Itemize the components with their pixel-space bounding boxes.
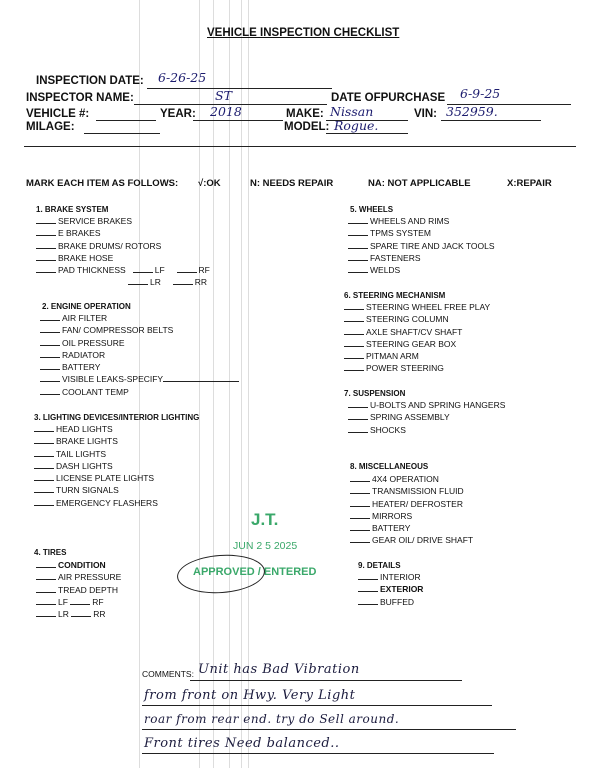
list-item: WELDS bbox=[348, 264, 495, 276]
wheels-section-title: 5. WHEELS bbox=[350, 205, 394, 214]
list-item: CONDITION bbox=[36, 559, 121, 571]
vin-line bbox=[441, 120, 541, 121]
legend-ok: √:OK bbox=[198, 178, 221, 189]
brake-section-title: 1. BRAKE SYSTEM bbox=[36, 205, 109, 214]
model-label: MODEL: bbox=[284, 121, 330, 133]
inspector-name-label: INSPECTOR NAME: bbox=[26, 92, 134, 104]
list-item: INTERIOR bbox=[358, 571, 423, 583]
approval-circle bbox=[176, 552, 266, 596]
make-value: Nissan bbox=[330, 104, 374, 119]
list-item: BRAKE DRUMS/ ROTORS bbox=[36, 240, 210, 252]
tires-list bbox=[36, 559, 121, 620]
year-line bbox=[193, 120, 283, 121]
list-item: DASH LIGHTS bbox=[34, 460, 158, 472]
lighting-list bbox=[34, 423, 158, 509]
date-of-purchase-value: 6-9-25 bbox=[460, 86, 501, 101]
vin-value: 352959. bbox=[446, 104, 498, 119]
inspection-date-label: INSPECTION DATE: bbox=[36, 75, 144, 87]
list-item: U-BOLTS AND SPRING HANGERS bbox=[348, 399, 505, 411]
list-item: RADIATOR bbox=[40, 349, 241, 361]
misc-list bbox=[350, 473, 473, 547]
list-item: BRAKE LIGHTS bbox=[34, 435, 158, 447]
list-item: TRANSMISSION FLUID bbox=[350, 485, 473, 497]
list-item: EMERGENCY FLASHERS bbox=[34, 497, 158, 509]
list-item: LICENSE PLATE LIGHTS bbox=[34, 472, 158, 484]
inspector-name-value: ST bbox=[215, 88, 232, 103]
suspension-list bbox=[348, 399, 505, 436]
list-item: TURN SIGNALS bbox=[34, 484, 158, 496]
list-item: TREAD DEPTH bbox=[36, 584, 121, 596]
wheels-list bbox=[348, 215, 495, 276]
misc-section-title: 8. MISCELLANEOUS bbox=[350, 462, 429, 471]
engine-section-title: 2. ENGINE OPERATION bbox=[42, 302, 131, 311]
comment-text: roar from rear end. try do Sell around. bbox=[144, 712, 400, 726]
inspection-date-line bbox=[147, 88, 332, 89]
vin-label: VIN: bbox=[414, 108, 437, 120]
date-of-purchase-label: DATE OFPURCHASE bbox=[331, 92, 446, 104]
comment-line bbox=[190, 680, 462, 681]
stamp-initials: J.T. bbox=[251, 510, 279, 529]
list-item: STEERING GEAR BOX bbox=[344, 338, 490, 350]
list-item: HEATER/ DEFROSTER bbox=[350, 498, 473, 510]
list-item: GEAR OIL/ DRIVE SHAFT bbox=[350, 534, 473, 546]
vehicle-number-label: VEHICLE #: bbox=[26, 108, 90, 120]
steering-section-title: 6. STEERING MECHANISM bbox=[344, 291, 446, 300]
list-item: LF RF bbox=[36, 596, 121, 608]
list-item: BATTERY bbox=[40, 361, 241, 373]
list-item: SERVICE BRAKES bbox=[36, 215, 210, 227]
model-line bbox=[326, 133, 408, 134]
comment-line bbox=[142, 753, 494, 754]
scan-line bbox=[248, 0, 249, 768]
list-item: BRAKE HOSE bbox=[36, 252, 210, 264]
model-value: Rogue. bbox=[334, 118, 379, 133]
inspection-date-value: 6-26-25 bbox=[158, 70, 207, 85]
list-item: OIL PRESSURE bbox=[40, 337, 241, 349]
legend-needs-repair: N: NEEDS REPAIR bbox=[250, 178, 334, 189]
list-item: 4X4 OPERATION bbox=[350, 473, 473, 485]
list-item: BATTERY bbox=[350, 522, 473, 534]
steering-list bbox=[344, 301, 490, 375]
list-item: FAN/ COMPRESSOR BELTS bbox=[40, 324, 241, 336]
comment-text: Front tires Need balanced.. bbox=[144, 736, 340, 751]
list-item: PITMAN ARM bbox=[344, 350, 490, 362]
stamp-date: JUN 2 5 2025 bbox=[233, 540, 298, 552]
list-item: EXTERIOR bbox=[358, 583, 423, 595]
list-item: E BRAKES bbox=[36, 227, 210, 239]
list-item: AIR PRESSURE bbox=[36, 571, 121, 583]
details-list bbox=[358, 571, 423, 608]
year-value: 2018 bbox=[210, 104, 242, 119]
lighting-section-title: 3. LIGHTING DEVICES/INTERIOR LIGHTING bbox=[34, 413, 200, 422]
year-label: YEAR: bbox=[160, 108, 196, 120]
comment-line bbox=[142, 729, 516, 730]
list-item: SPRING ASSEMBLY bbox=[348, 411, 505, 423]
legend-mark: MARK EACH ITEM AS FOLLOWS: bbox=[26, 178, 179, 189]
comment-text: Unit has Bad Vibration bbox=[198, 662, 360, 677]
list-item: LR RR bbox=[36, 276, 210, 288]
list-item: STEERING COLUMN bbox=[344, 313, 490, 325]
legend-repair: X:REPAIR bbox=[507, 178, 552, 189]
list-item: TAIL LIGHTS bbox=[34, 448, 158, 460]
list-item: BUFFED bbox=[358, 596, 423, 608]
list-item: MIRRORS bbox=[350, 510, 473, 522]
details-section-title: 9. DETAILS bbox=[358, 561, 401, 570]
list-item: FASTENERS bbox=[348, 252, 495, 264]
list-item: POWER STEERING bbox=[344, 362, 490, 374]
list-item: PAD THICKNESS LF RF bbox=[36, 264, 210, 276]
tires-section-title: 4. TIRES bbox=[34, 548, 67, 557]
brake-list bbox=[36, 215, 210, 289]
legend-na: NA: NOT APPLICABLE bbox=[368, 178, 471, 189]
stamp-status: APPROVED / ENTERED bbox=[193, 566, 317, 578]
header-divider bbox=[24, 146, 576, 147]
list-item: WHEELS AND RIMS bbox=[348, 215, 495, 227]
list-item: AIR FILTER bbox=[40, 312, 241, 324]
list-item: HEAD LIGHTS bbox=[34, 423, 158, 435]
list-item: SHOCKS bbox=[348, 424, 505, 436]
milage-line bbox=[84, 133, 160, 134]
list-item: COOLANT TEMP bbox=[40, 386, 241, 398]
suspension-section-title: 7. SUSPENSION bbox=[344, 389, 406, 398]
vehicle-number-line bbox=[96, 120, 156, 121]
list-item: AXLE SHAFT/CV SHAFT bbox=[344, 326, 490, 338]
comments-label: COMMENTS: bbox=[142, 669, 194, 679]
list-item: LR RR bbox=[36, 608, 121, 620]
milage-label: MILAGE: bbox=[26, 121, 75, 133]
comment-line bbox=[142, 705, 492, 706]
list-item: STEERING WHEEL FREE PLAY bbox=[344, 301, 490, 313]
list-item: SPARE TIRE AND JACK TOOLS bbox=[348, 240, 495, 252]
page-title: VEHICLE INSPECTION CHECKLIST bbox=[207, 27, 400, 39]
list-item: VISIBLE LEAKS-SPECIFY bbox=[40, 373, 241, 385]
make-label: MAKE: bbox=[286, 108, 324, 120]
list-item: TPMS SYSTEM bbox=[348, 227, 495, 239]
comment-text: from front on Hwy. Very Light bbox=[144, 688, 356, 703]
engine-list bbox=[40, 312, 241, 398]
